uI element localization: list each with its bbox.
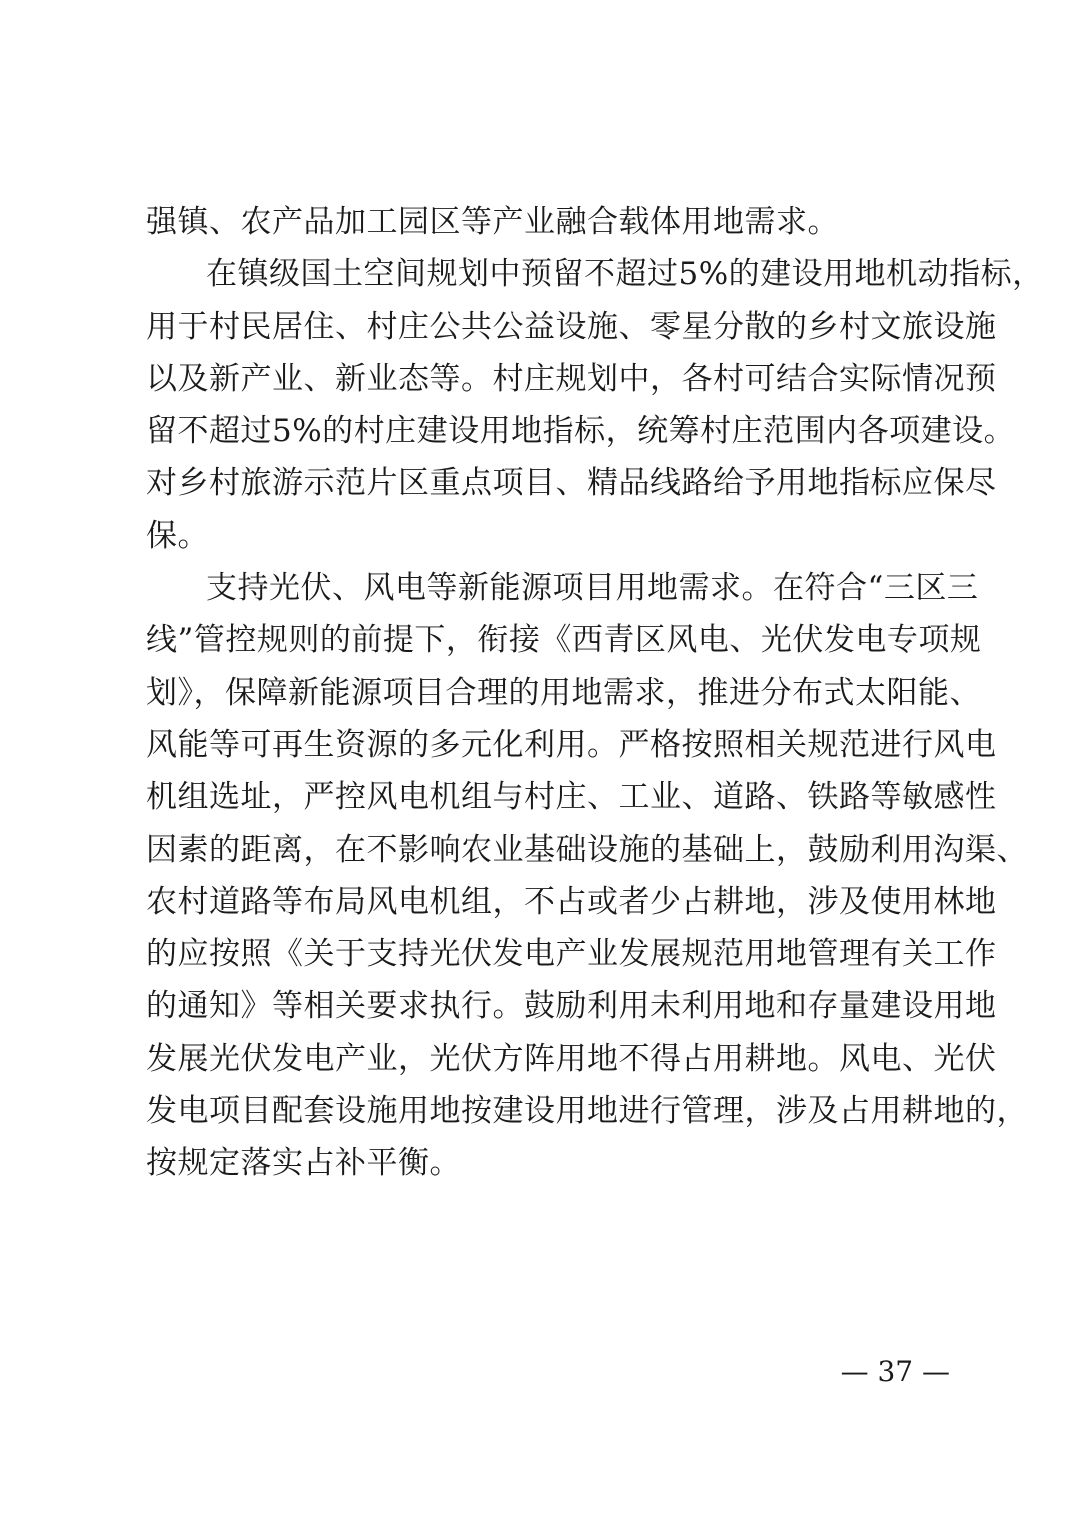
- text-line: 线”管控规则的前提下，衔接《西青区风电、光伏发电专项规: [146, 622, 982, 659]
- body-text: [146, 196, 1044, 1190]
- text-line: 强镇、农产品加工园区等产业融合载体用地需求。: [146, 204, 839, 240]
- paragraph-first-line: 支持光伏、风电等新能源项目用地需求。在符合“三区三: [206, 570, 979, 607]
- text-line: 划》，保障新能源项目合理的用地需求，推进分布式太阳能、: [146, 674, 981, 711]
- text-line: 因素的距离，在不影响农业基础设施的基础上，鼓励利用沟渠、: [146, 831, 1028, 868]
- page-number: — 37 —: [840, 1355, 950, 1388]
- text-line: 用于村民居住、村庄公共公益设施、零星分散的乡村文旅设施: [146, 308, 997, 345]
- text-line: 留不超过5%的村庄建设用地指标，统筹村庄范围内各项建设。: [146, 413, 1016, 450]
- text-line: 的通知》等相关要求执行。鼓励利用未利用地和存量建设用地: [146, 988, 997, 1025]
- text-line: 机组选址，严控风电机组与村庄、工业、道路、铁路等敏感性: [146, 779, 997, 816]
- text-line: 风能等可再生资源的多元化利用。严格按照相关规范进行风电: [146, 726, 997, 763]
- text-line: 以及新产业、新业态等。村庄规划中，各村可结合实际情况预: [146, 360, 997, 397]
- text-line: 对乡村旅游示范片区重点项目、精品线路给予用地指标应保尽: [146, 465, 997, 502]
- text-line: 发电项目配套设施用地按建设用地进行管理，涉及占用耕地的，: [146, 1093, 1028, 1130]
- text-line: 农村道路等布局风电机组，不占或者少占耕地，涉及使用林地: [146, 883, 997, 920]
- text-line: 的应按照《关于支持光伏发电产业发展规范用地管理有关工作: [146, 936, 997, 973]
- text-line: 保。: [146, 517, 209, 554]
- text-line: 发展光伏发电产业，光伏方阵用地不得占用耕地。风电、光伏: [146, 1040, 997, 1077]
- text-line: 按规定落实占补平衡。: [146, 1145, 461, 1182]
- paragraph-first-line: 在镇级国土空间规划中预留不超过5%的建设用地机动指标，: [206, 256, 1044, 293]
